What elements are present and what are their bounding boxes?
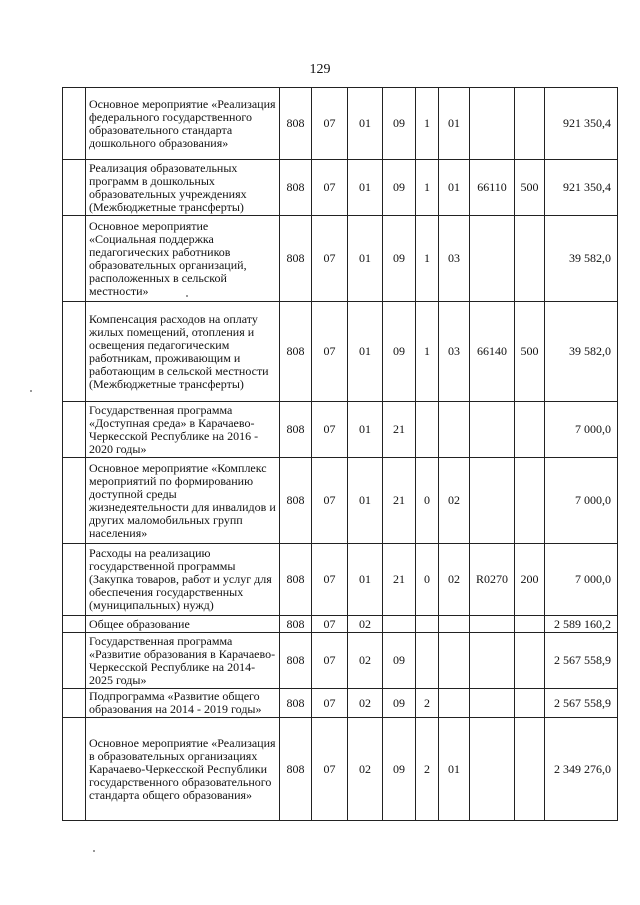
- budget-table: [62, 87, 618, 821]
- margin-cell: [63, 216, 86, 302]
- scan-speck: [186, 295, 188, 297]
- amount-cell: 2 567 558,9: [545, 689, 618, 718]
- page-number: 129: [309, 62, 331, 77]
- code-subsection-cell: 02: [348, 633, 383, 689]
- amount-cell: 7 000,0: [545, 458, 618, 544]
- code-admin-cell: 808: [280, 718, 312, 821]
- table-row: [63, 616, 618, 633]
- code-direction-cell: R0270: [470, 544, 515, 616]
- code-event-cell: 01: [439, 718, 470, 821]
- budget-table-body: [63, 88, 618, 821]
- table-row: [63, 718, 618, 821]
- code-subsection-cell: 01: [348, 88, 383, 160]
- code-expense-type-cell: [515, 616, 545, 633]
- table-row: [63, 689, 618, 718]
- code-direction-cell: [470, 402, 515, 458]
- code-section-cell: 07: [312, 302, 348, 402]
- code-section-cell: 07: [312, 616, 348, 633]
- code-program-cell: 09: [383, 216, 416, 302]
- code-direction-cell: 66110: [470, 160, 515, 216]
- code-admin-cell: 808: [280, 302, 312, 402]
- code-program-cell: [383, 616, 416, 633]
- code-subsection-cell: 02: [348, 718, 383, 821]
- code-admin-cell: 808: [280, 88, 312, 160]
- scan-speck: [30, 390, 32, 392]
- code-admin-cell: 808: [280, 689, 312, 718]
- code-event-cell: 03: [439, 216, 470, 302]
- code-event-cell: [439, 616, 470, 633]
- margin-cell: [63, 633, 86, 689]
- code-subprogram-cell: 1: [416, 160, 439, 216]
- margin-cell: [63, 302, 86, 402]
- code-expense-type-cell: 200: [515, 544, 545, 616]
- code-direction-cell: [470, 458, 515, 544]
- amount-cell: 39 582,0: [545, 216, 618, 302]
- code-event-cell: [439, 633, 470, 689]
- code-direction-cell: [470, 633, 515, 689]
- code-subsection-cell: 01: [348, 458, 383, 544]
- code-direction-cell: [470, 216, 515, 302]
- code-expense-type-cell: [515, 689, 545, 718]
- code-subprogram-cell: 0: [416, 458, 439, 544]
- code-program-cell: 09: [383, 302, 416, 402]
- code-subprogram-cell: [416, 633, 439, 689]
- row-name-cell: Государственная программа «Развитие образования в Карачаево-Черкесской Республике на 2014-2025 годы»: [86, 633, 280, 689]
- table-row: [63, 544, 618, 616]
- code-subsection-cell: 01: [348, 216, 383, 302]
- budget-table-wrapper: [62, 87, 618, 821]
- code-admin-cell: 808: [280, 458, 312, 544]
- code-section-cell: 07: [312, 689, 348, 718]
- code-expense-type-cell: [515, 216, 545, 302]
- code-subsection-cell: 01: [348, 160, 383, 216]
- row-name-cell: Основное мероприятие «Реализация федерального государственного образовательного стандарта дошкольного образования»: [86, 88, 280, 160]
- row-name-cell: Основное мероприятие «Социальная поддержка педагогических работников образовательных организаций, расположенных в сельской местности»: [86, 216, 280, 302]
- table-row: [63, 302, 618, 402]
- code-expense-type-cell: [515, 633, 545, 689]
- code-event-cell: 03: [439, 302, 470, 402]
- code-subprogram-cell: 1: [416, 88, 439, 160]
- amount-cell: 921 350,4: [545, 88, 618, 160]
- code-admin-cell: 808: [280, 633, 312, 689]
- row-name-cell: Расходы на реализацию государственной программы (Закупка товаров, работ и услуг для обеспечения государственных (муниципальных) нужд): [86, 544, 280, 616]
- amount-cell: 7 000,0: [545, 402, 618, 458]
- table-row: [63, 633, 618, 689]
- code-subsection-cell: 01: [348, 302, 383, 402]
- margin-cell: [63, 544, 86, 616]
- code-section-cell: 07: [312, 402, 348, 458]
- code-subsection-cell: 01: [348, 402, 383, 458]
- code-program-cell: 21: [383, 544, 416, 616]
- code-subprogram-cell: [416, 616, 439, 633]
- row-name-cell: Основное мероприятие «Комплекс мероприятий по формированию доступной среды жизнедеятельности для инвалидов и других маломобильных групп населения»: [86, 458, 280, 544]
- code-event-cell: 01: [439, 160, 470, 216]
- table-row: [63, 458, 618, 544]
- code-direction-cell: 66140: [470, 302, 515, 402]
- row-name-cell: Государственная программа «Доступная среда» в Карачаево-Черкесской Республике на 2016 - 2020 годы»: [86, 402, 280, 458]
- table-row: [63, 216, 618, 302]
- code-subprogram-cell: 0: [416, 544, 439, 616]
- code-program-cell: 09: [383, 160, 416, 216]
- code-event-cell: 02: [439, 544, 470, 616]
- code-subsection-cell: 02: [348, 616, 383, 633]
- code-subprogram-cell: [416, 402, 439, 458]
- row-name-cell: Реализация образовательных программ в дошкольных образовательных учреждениях (Межбюджетные трансферты): [86, 160, 280, 216]
- code-program-cell: 21: [383, 402, 416, 458]
- amount-cell: 2 567 558,9: [545, 633, 618, 689]
- code-event-cell: 02: [439, 458, 470, 544]
- margin-cell: [63, 458, 86, 544]
- code-program-cell: 09: [383, 633, 416, 689]
- code-program-cell: 09: [383, 88, 416, 160]
- code-event-cell: [439, 402, 470, 458]
- row-name-cell: Компенсация расходов на оплату жилых помещений, отопления и освещения педагогическим работникам, проживающим и работающим в сельской местности (Межбюджетные трансферты): [86, 302, 280, 402]
- code-direction-cell: [470, 718, 515, 821]
- amount-cell: 921 350,4: [545, 160, 618, 216]
- amount-cell: 7 000,0: [545, 544, 618, 616]
- code-admin-cell: 808: [280, 216, 312, 302]
- code-expense-type-cell: [515, 458, 545, 544]
- code-direction-cell: [470, 616, 515, 633]
- code-expense-type-cell: [515, 88, 545, 160]
- code-subprogram-cell: 1: [416, 302, 439, 402]
- code-section-cell: 07: [312, 544, 348, 616]
- code-section-cell: 07: [312, 216, 348, 302]
- code-event-cell: 01: [439, 88, 470, 160]
- code-admin-cell: 808: [280, 402, 312, 458]
- margin-cell: [63, 402, 86, 458]
- amount-cell: 39 582,0: [545, 302, 618, 402]
- margin-cell: [63, 616, 86, 633]
- code-expense-type-cell: 500: [515, 302, 545, 402]
- code-admin-cell: 808: [280, 616, 312, 633]
- code-subprogram-cell: 2: [416, 718, 439, 821]
- amount-cell: 2 589 160,2: [545, 616, 618, 633]
- code-section-cell: 07: [312, 160, 348, 216]
- code-program-cell: 09: [383, 689, 416, 718]
- table-row: [63, 402, 618, 458]
- code-expense-type-cell: 500: [515, 160, 545, 216]
- table-row: [63, 88, 618, 160]
- code-section-cell: 07: [312, 718, 348, 821]
- code-expense-type-cell: [515, 718, 545, 821]
- code-program-cell: 21: [383, 458, 416, 544]
- row-name-cell: Подпрограмма «Развитие общего образования на 2014 - 2019 годы»: [86, 689, 280, 718]
- code-direction-cell: [470, 689, 515, 718]
- code-direction-cell: [470, 88, 515, 160]
- margin-cell: [63, 88, 86, 160]
- code-subprogram-cell: 1: [416, 216, 439, 302]
- table-row: [63, 160, 618, 216]
- code-subsection-cell: 01: [348, 544, 383, 616]
- code-admin-cell: 808: [280, 544, 312, 616]
- code-program-cell: 09: [383, 718, 416, 821]
- code-admin-cell: 808: [280, 160, 312, 216]
- scan-speck: [93, 850, 95, 852]
- code-section-cell: 07: [312, 458, 348, 544]
- code-section-cell: 07: [312, 88, 348, 160]
- margin-cell: [63, 160, 86, 216]
- code-event-cell: [439, 689, 470, 718]
- margin-cell: [63, 689, 86, 718]
- code-subsection-cell: 02: [348, 689, 383, 718]
- amount-cell: 2 349 276,0: [545, 718, 618, 821]
- code-expense-type-cell: [515, 402, 545, 458]
- code-section-cell: 07: [312, 633, 348, 689]
- row-name-cell: Основное мероприятие «Реализация в образовательных организациях Карачаево-Черкесской Республики государственного образовательного стандарта общего образования»: [86, 718, 280, 821]
- margin-cell: [63, 718, 86, 821]
- row-name-cell: Общее образование: [86, 616, 280, 633]
- code-subprogram-cell: 2: [416, 689, 439, 718]
